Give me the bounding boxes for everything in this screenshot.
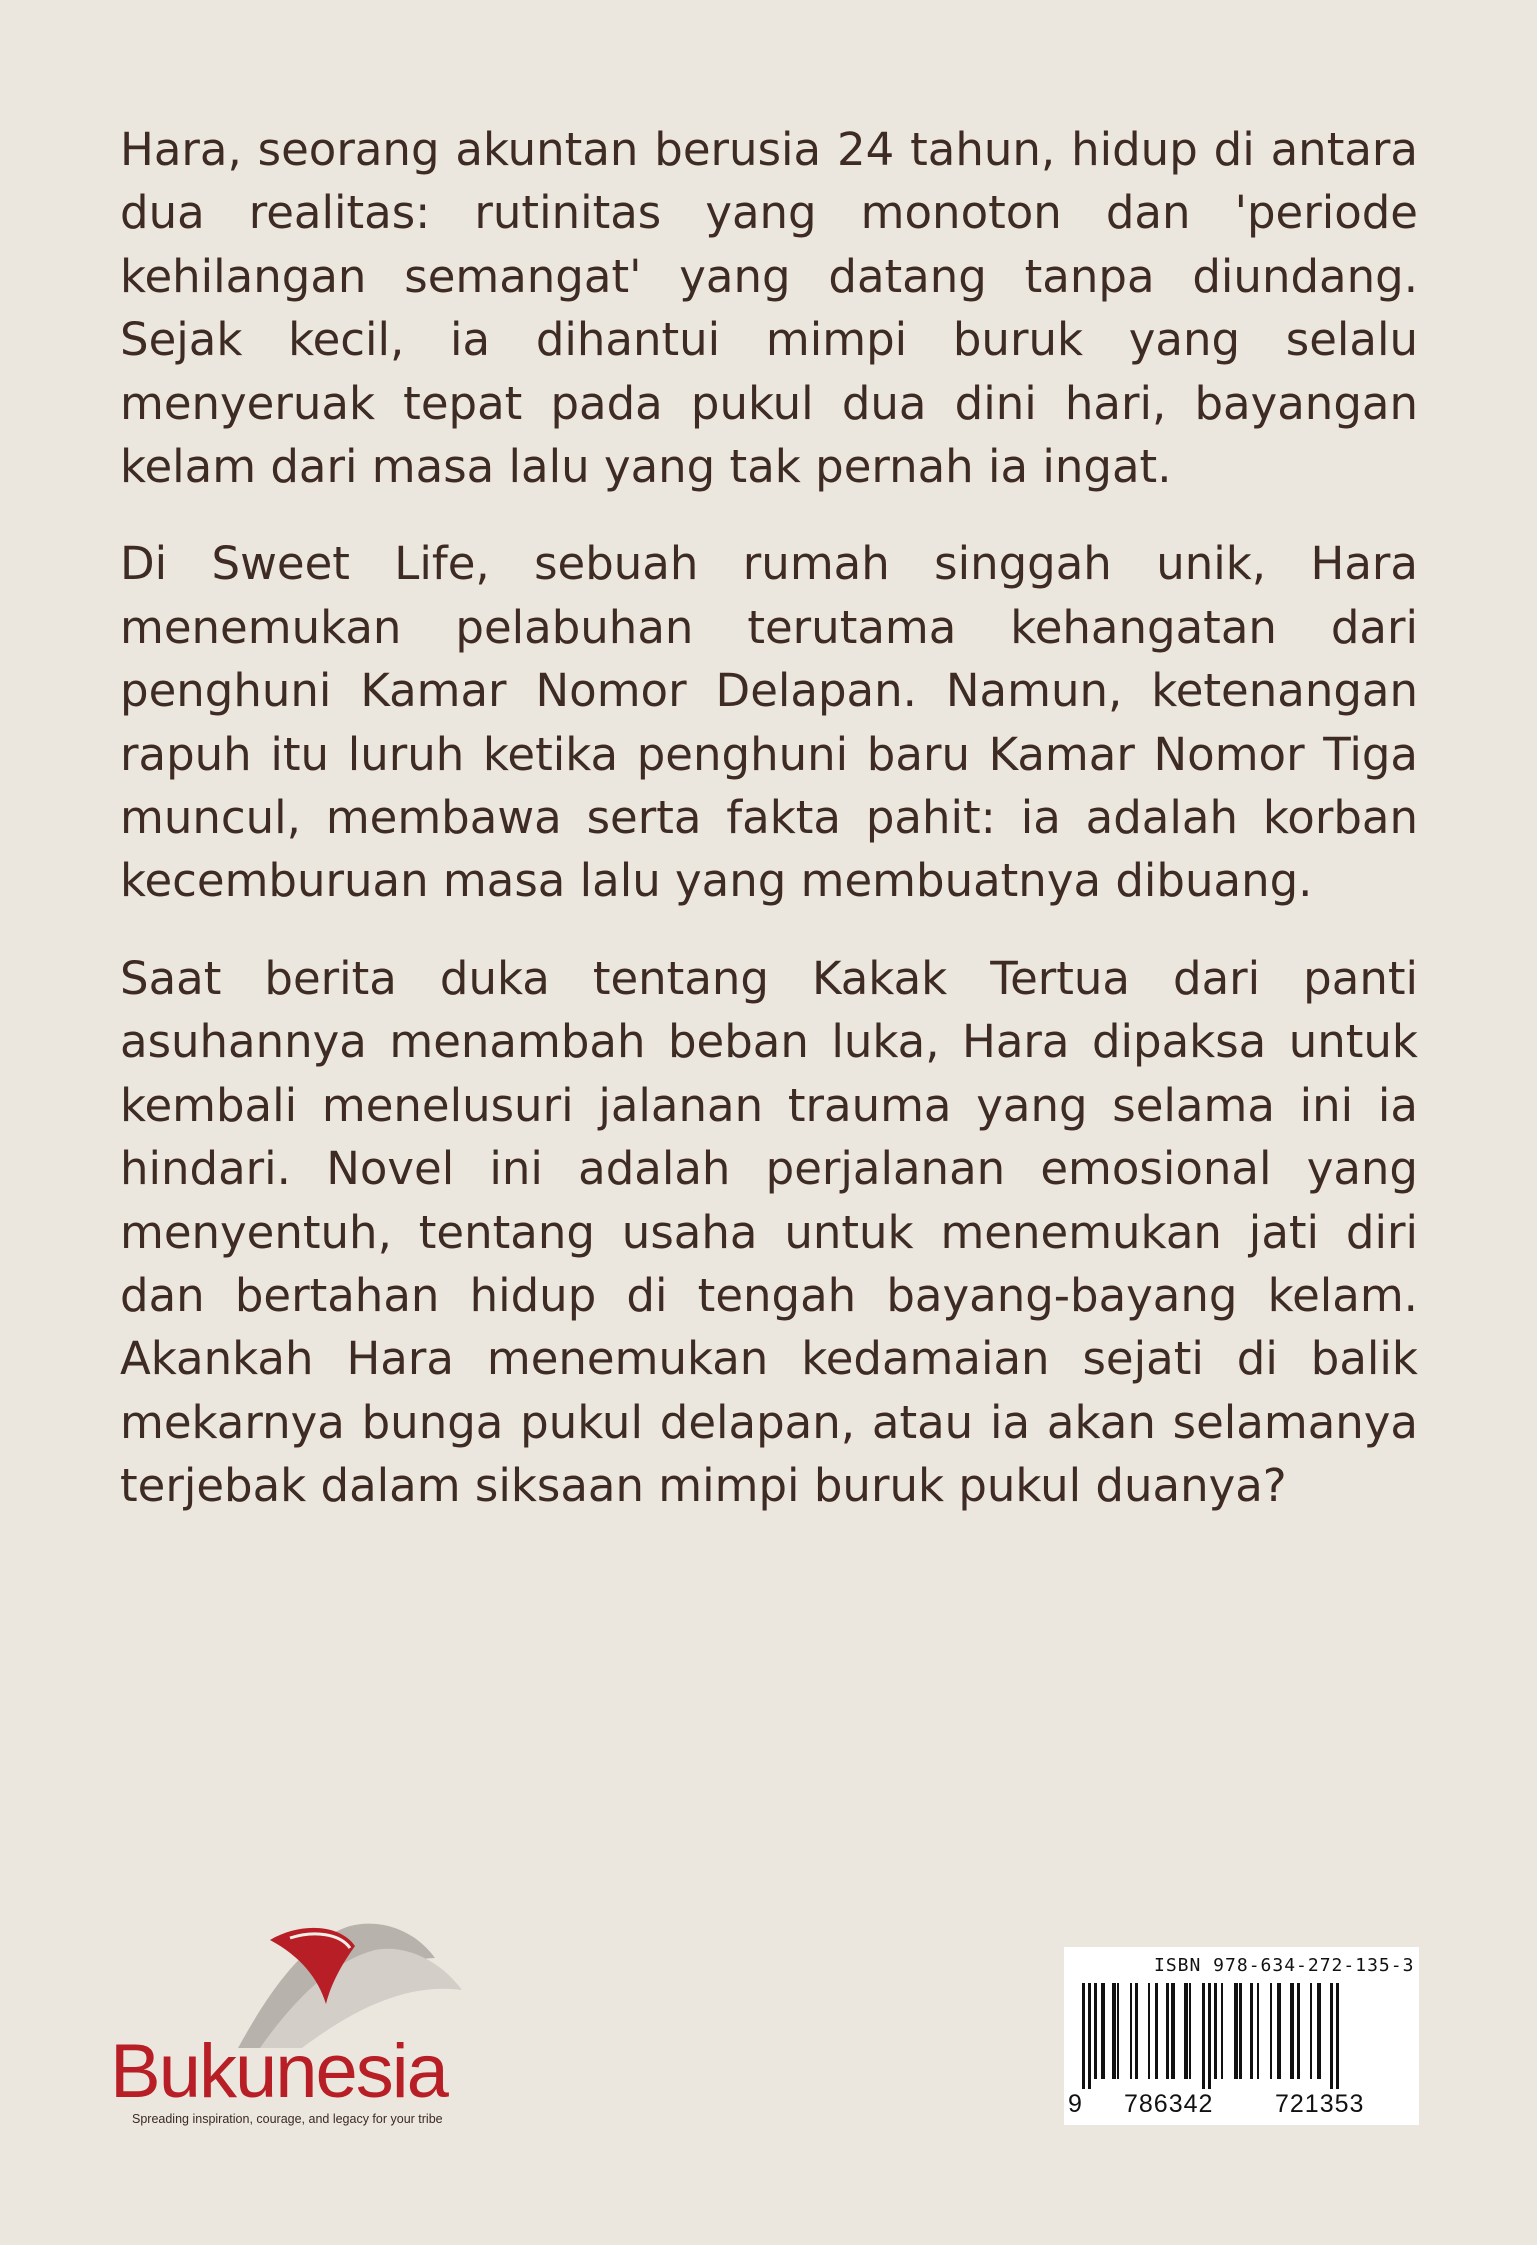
barcode-bar (1310, 1983, 1312, 2079)
blurb-paragraph-3: Saat berita duka tentang Kakak Tertua dari panti asuhannya menambah beban luka, Hara dipaksa untuk kembali menelusuri jalanan trauma yang selama ini ia hindari. Novel ini adalah perjalanan emosional yang menyentuh, tentang usaha untuk menemukan jati diri dan bertahan hidup di tengah bayang-bayang kelam. Akankah Hara menemukan kedamaian sejati di balik mekarnya bunga pukul delapan, atau ia akan selamanya terjebak dalam siksaan mimpi buruk pukul duanya? (120, 951, 1418, 1513)
barcode-bar (1202, 1983, 1205, 2089)
barcode-digit-first: 9 (1068, 2090, 1082, 2118)
barcode-bar (1317, 1983, 1321, 2079)
publisher-logo (110, 1920, 490, 2140)
barcode-bar (1208, 1983, 1211, 2089)
barcode-bar (1094, 1983, 1097, 2079)
barcode-bar (1221, 1983, 1223, 2079)
barcode-bar (1290, 1983, 1294, 2079)
barcode-bar (1214, 1983, 1217, 2079)
barcode-bar (1270, 1983, 1272, 2079)
publisher-name: Bukunesia (110, 2029, 447, 2114)
barcode-bar (1166, 1983, 1169, 2079)
barcode-bar (1101, 1983, 1105, 2079)
barcode-bar (1277, 1983, 1281, 2079)
barcode-digits-left: 786342 (1124, 2090, 1214, 2118)
barcode-bar (1155, 1983, 1158, 2079)
barcode-bar (1112, 1983, 1116, 2079)
barcode-bar (1234, 1983, 1238, 2079)
barcode-bar (1336, 1983, 1339, 2089)
barcode-bar (1130, 1983, 1132, 2079)
barcode-bar (1297, 1983, 1300, 2079)
barcode-bar (1257, 1983, 1259, 2079)
isbn-barcode (1064, 1947, 1419, 2125)
barcode-bar (1082, 1983, 1085, 2089)
blurb-paragraph-2: Di Sweet Life, sebuah rumah singgah unik, Hara menemukan pelabuhan terutama kehangatan dari penghuni Kamar Nomor Delapan. Namun, ketenangan rapuh itu luruh ketika penghuni baru Kamar Nomor Tiga muncul, membawa serta fakta pahit: ia adalah korban kecemburuan masa lalu yang membuatnya dibuang. (120, 537, 1418, 908)
barcode-bar (1117, 1983, 1119, 2079)
barcode-bar (1135, 1983, 1138, 2079)
barcode-bar (1148, 1983, 1150, 2079)
barcode-bar (1330, 1983, 1333, 2089)
isbn-number: ISBN 978-634-272-135-3 (1154, 1955, 1415, 1976)
blurb-text (120, 118, 1418, 1552)
barcode-bar (1250, 1983, 1253, 2079)
barcode-digits-right: 721353 (1275, 2090, 1365, 2118)
barcode-bars (1082, 1983, 1402, 2091)
barcode-bar (1088, 1983, 1091, 2089)
barcode-bar (1184, 1983, 1188, 2079)
barcode-bar (1239, 1983, 1242, 2079)
blurb-paragraph-1: Hara, seorang akuntan berusia 24 tahun, hidup di antara dua realitas: rutinitas yang monoton dan 'periode kehilangan semangat' yang datang tanpa diundang. Sejak kecil, ia dihantui mimpi buruk yang selalu menyeruak tepat pada pukul dua dini hari, bayangan kelam dari masa lalu yang tak pernah ia ingat. (120, 123, 1418, 494)
barcode-bar (1171, 1983, 1175, 2079)
publisher-tagline: Spreading inspiration, courage, and legacy for your tribe (132, 2112, 443, 2126)
barcode-bar (1189, 1983, 1191, 2079)
